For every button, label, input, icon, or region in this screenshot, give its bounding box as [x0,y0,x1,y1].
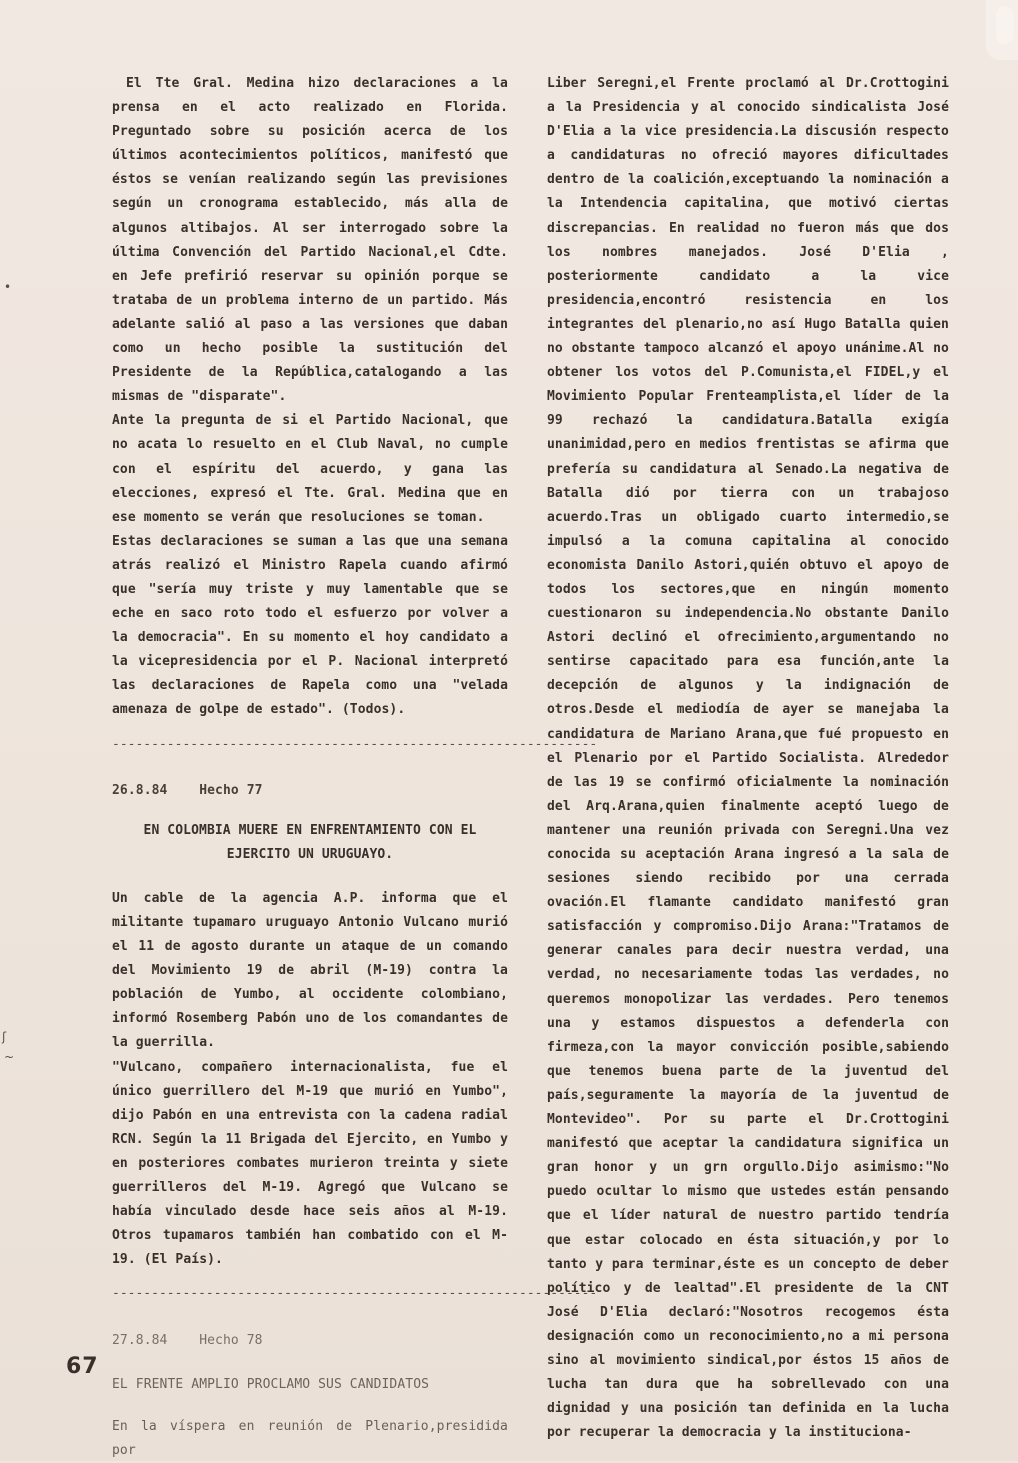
entry-headline: EN COLOMBIA MUERE EN ENFRENTAMIENTO CON EL EJERCITO UN URUGUAYO. [143,822,477,862]
margin-mark: ʃ [2,1030,7,1044]
paragraph: Liber Seregni,el Frente proclamó al Dr.Crottogini a la Presidencia y al conocido sindicalista José D'Elia a la vice presidencia.La discusión respecto a candidaturas no ofreció mayores dificultades dentro de la coalición,exceptuando la nominación a la Intendencia capitalina, que motivó ciertas discrepancias. En realidad no fueron más que dos los nombres manejados. José D'Elia , posteriormente candidato a la vice presidencia,encontró resistencia en los integrantes del plenario,no así Hugo Batalla quien no obstante tampoco alcanzó el apoyo unánime.Al no obtener los votos del P.Comunista,el FIDEL,y el Movimiento Popular Frenteamplista,el líder de la 99 rechazó la candidatura.Batalla exigía unanimidad,pero en medios frentistas se afirma que prefería su candidatura al Senado.La negativa de Batalla dió por tierra con un trabajoso acuerdo.Tras un obligado cuarto intermedio,se impulsó a la comuna capitalina al conocido economista Danilo Astori,quién obtuvo el apoyo de todos los sectores,que en ningún momento cuestionaron su independencia.No obstante Danilo Astori declinó el ofrecimiento,argumentando no sentirse capacitado para esa función,ante la decepción de algunos y la indignación de otros.Desde el mediodía de ayer se manejaba la candidatura de Mariano Arana,que fué propuesto en el Plenario por el Partido Socialista. Alrededor de las 19 se confirmó oficialmente la nominación del Arq.Arana,quien finalmente aceptó luego de mantener una reunión privada con Seregni.Una vez conocida su aceptación Arana ingresó a la sala de sesiones siendo recibido por una cerrada ovación.El flamante candidato manifestó gran satisfacción y compromiso.Dijo Arana:"Tratamos de generar canales para decir nuestra verdad, una verdad, no necesariamente todas las verdades, no queremos monopolizar las verdades. Pero tenemos una y estamos dispuestos a defenderla con firmeza,con la mayor convicción posible,sabiendo que tenemos buena parte de la juventud del país,seguramente la mayoría de la juventud de Montevideo". Por su parte el Dr.Crottogini manifestó que aceptar la candidatura significa un gran honor y un grn orgullo.Dijo asimismo:"No puedo ocultar lo mismo que ustedes están pensando que el líder natural de nuestro partido tendría que estar colocado en ésta situación,y por lo tanto y para terminar,éste es un concepto de deber político y de lealtad".El presidente de la CNT José D'Elia declaró:"Nosotros recogemos ésta designación como un reconocimiento,no a mi persona sino al movimiento sindical,por éstos 15 años de lucha tan dura que ha sobrellevado con una dignidad y una posición tan definida en la lucha por recuperar la democracia y la instituciona- [547,76,949,1441]
paragraph: "Vulcano, compañero internacionalista, fue el único guerrillero del M-19 que murió en Yumbo", dijo Pabón en una entrevista con la cadena radial RCN. Según la 11 Brigada del Ejercito, en Yumbo y en posteriores combates murieron treinta y siete guerrilleros del M-19. Agregó que Vulcano se había vinculado desde hace seis años al M-19. Otros tupamaros también han combatido con el M-19. (El País). [112,1059,508,1268]
binder-hole [986,0,1018,60]
paragraph: Ante la pregunta de si el Partido Nacional, que no acata lo resuelto en el Club Naval, no cumple con el espíritu del acuerdo, y gana las elecciones, expresó el Tte. Gral. Medina que en ese momento se verán que resoluciones se toman. [112,413,508,525]
margin-mark: ~ [4,1050,15,1064]
paragraph: El Tte Gral. Medina hizo declaraciones a la prensa en el acto realizado en Florida. Preguntado sobre su posición acerca de los últimos acontecimientos políticos, manifestó que éstos se venían realizando según las previsiones según un cronograma establecido, más alla de algunos altibajos. Al ser interrogado sobre la última Convención del Partido Nacional,el Cdte. en Jefe prefirió reservar su opinión porque se trataba de un problema interno de un partido. Más adelante salió al paso a las versiones que daban como un hecho posible la sustitución del Presidente de la República,catalogando a las mismas de "disparate". [112,76,508,405]
separator: -------------------------------------------------------------- [112,1286,598,1302]
entry-headline: EL FRENTE AMPLIO PROCLAMO SUS CANDIDATOS [112,1376,430,1392]
paragraph: Un cable de la agencia A.P. informa que el militante tupamaro uruguayo Antonio Vulcano murió el 11 de agosto durante un ataque de un comando del Movimiento 19 de abril (M-19) contra la población de Yumbo, al occidente colombiano, informó Rosemberg Pabón uno de los comandantes de la guerrilla. [112,890,508,1051]
page-number: 67 [66,1354,99,1379]
paragraph: En la víspera en reunión de Plenario,presidida por [112,1418,508,1458]
paragraph: Estas declaraciones se suman a las que una semana atrás realizó el Ministro Rapela cuando afirmó que "sería muy triste y muy lamentable que se eche en saco roto todo el esfuerzo por volver a la democracia". En su momento el hoy candidato a la vicepresidencia por el P. Nacional interpretó las declaraciones de Rapela como una "velada amenaza de golpe de estado". (Todos). [112,533,508,718]
left-column [112,72,598,1463]
separator: -------------------------------------------------------------- [112,736,598,752]
entry-date-line: 26.8.84 Hecho 77 [112,782,263,798]
entry-date-line: 27.8.84 Hecho 78 [112,1332,263,1348]
right-column [547,72,949,1445]
margin-mark: • [4,280,12,294]
